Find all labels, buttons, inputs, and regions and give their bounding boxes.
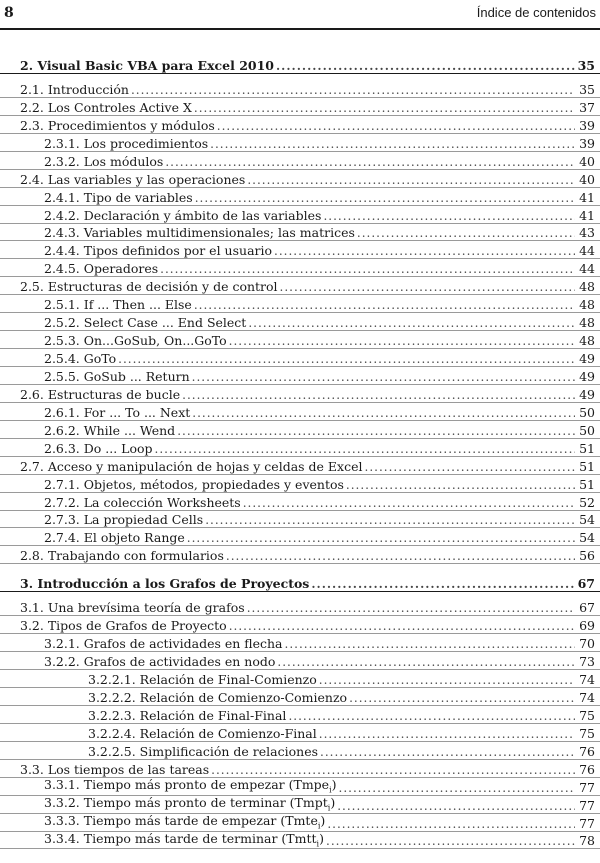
toc-entry-text: 3.2.2. Grafos de actividades en nodo <box>44 654 276 670</box>
dot-leader <box>247 173 575 187</box>
toc-entry-text: 2.4.4. Tipos definidos por el usuario <box>44 243 273 259</box>
dot-leader <box>182 388 575 402</box>
toc-entry[interactable] <box>0 778 600 796</box>
dot-leader <box>327 817 575 831</box>
toc-entry-label <box>44 654 275 669</box>
toc-entry[interactable] <box>0 98 600 116</box>
dot-leader <box>323 209 575 223</box>
dot-leader <box>229 619 575 633</box>
toc-entry-page: 73 <box>579 654 595 670</box>
toc-entry-text: 2.6.2. While ... Wend <box>44 422 176 438</box>
toc-entry-subscript: i <box>316 839 320 849</box>
toc-entry[interactable] <box>0 439 600 457</box>
toc-entry-text: 2.5.2. Select Case ... End Select <box>44 315 247 331</box>
toc-entry[interactable] <box>0 511 600 529</box>
toc-entry-text: 2.2. Los Controles Active X <box>20 99 192 115</box>
toc-entry-label <box>44 477 344 492</box>
toc-entry-label <box>44 813 325 831</box>
toc-entry-page: 67 <box>577 576 595 592</box>
toc-entry-page: 76 <box>579 761 595 777</box>
toc-chapter-heading[interactable] <box>0 54 600 74</box>
dot-leader <box>131 83 575 97</box>
toc-entry-label <box>44 208 321 223</box>
toc-entry-label <box>44 190 193 205</box>
toc-entry-text: 3.3.1. Tiempo más pronto de empezar (Tmpe <box>44 777 330 793</box>
toc-entry-page: 51 <box>579 458 595 474</box>
toc-entry[interactable] <box>0 652 600 670</box>
dot-leader <box>285 637 575 651</box>
toc-entry[interactable] <box>0 528 600 546</box>
toc-entry-page: 74 <box>579 672 595 687</box>
toc-entry-page: 77 <box>579 815 595 831</box>
dot-leader <box>247 601 575 615</box>
toc-entry-page: 76 <box>579 743 595 759</box>
toc-entry-label <box>20 100 192 115</box>
toc-entry-page: 54 <box>579 512 595 528</box>
toc-entry-text: 3.2.2.3. Relación de Final-Final <box>88 707 287 723</box>
toc-entry[interactable] <box>0 295 600 313</box>
toc-entry[interactable] <box>0 688 600 706</box>
toc-entry-text: 2.4.1. Tipo de variables <box>44 189 193 205</box>
toc-entry[interactable] <box>0 224 600 242</box>
toc-entry-label <box>44 261 158 276</box>
toc-entry-label <box>44 495 241 510</box>
dot-leader <box>192 370 575 384</box>
toc-entry-text: 3. Introducción a los Grafos de Proyectos <box>20 576 310 592</box>
toc-entry-label <box>44 333 227 348</box>
toc-entry-page: 41 <box>579 207 595 223</box>
toc-entry-text: 2.6.1. For ... To ... Next <box>44 404 191 420</box>
dot-leader <box>177 424 575 438</box>
toc-section <box>0 572 600 849</box>
toc-entry-subscript: i <box>317 821 321 831</box>
toc-entry[interactable] <box>0 796 600 814</box>
toc-entry-page: 50 <box>579 422 595 438</box>
toc-entry-suffix: ) <box>319 830 324 846</box>
toc-entry-text: 3.2.2.2. Relación de Comienzo-Comienzo <box>88 689 348 705</box>
toc-entry-text: 2.7. Acceso y manipulación de hojas y celdas de Excel <box>20 458 363 474</box>
toc-entry-page: 75 <box>579 707 595 723</box>
dot-leader <box>248 316 575 330</box>
toc-entry-text: 2.7.4. El objeto Range <box>44 530 185 546</box>
toc-entry-page: 77 <box>579 797 595 813</box>
toc-entry-label <box>44 777 337 795</box>
toc-entry-page: 77 <box>579 779 595 795</box>
dot-leader <box>349 691 575 705</box>
toc-entry-text: 2.7.1. Objetos, métodos, propiedades y eventos <box>44 476 344 492</box>
toc-entry-page: 49 <box>579 351 595 366</box>
toc-entry-label <box>20 82 129 97</box>
toc-entry-page: 54 <box>579 530 595 546</box>
toc-entry-text: 3.1. Una brevísima teoría de grafos <box>20 600 245 616</box>
toc-entry-page: 67 <box>579 600 595 616</box>
dot-leader <box>165 155 575 169</box>
toc-entry-text: 2.3.1. Los procedimientos <box>44 135 209 151</box>
dot-leader <box>194 298 575 312</box>
toc-entry[interactable] <box>0 152 600 170</box>
toc-entry-text: 2.5.1. If ... Then ... Else <box>44 297 192 313</box>
toc-entry[interactable] <box>0 331 600 349</box>
toc-entry[interactable] <box>0 134 600 152</box>
toc-entry-page: 52 <box>579 494 595 510</box>
toc-entry-text: 2.7.3. La propiedad Cells <box>44 512 204 528</box>
dot-leader <box>118 352 575 366</box>
toc-entry[interactable] <box>0 421 600 439</box>
toc-entry-page: 51 <box>579 440 595 456</box>
toc-entry[interactable] <box>0 760 600 778</box>
toc-entry-page: 70 <box>579 636 595 652</box>
toc-entry-page: 48 <box>579 315 595 331</box>
toc-entry-page: 48 <box>579 297 595 313</box>
toc-entry[interactable] <box>0 349 600 367</box>
toc-entry-text: 2. Visual Basic VBA para Excel 2010 <box>20 58 274 73</box>
toc-entry-label <box>44 795 335 813</box>
toc-entry-text: 2.5.5. GoSub ... Return <box>44 368 190 384</box>
toc-entry-page: 69 <box>579 618 595 634</box>
toc-entry-page: 44 <box>579 243 595 259</box>
toc-entry-text: 3.2.2.1. Relación de Final-Comienzo <box>88 672 317 687</box>
dot-leader <box>194 101 575 115</box>
toc-entry[interactable] <box>0 457 600 475</box>
toc-entry-text: 2.3. Procedimientos y módulos <box>20 117 215 133</box>
toc-entry-text: 2.6.3. Do ... Loop <box>44 440 153 456</box>
toc-entry-label <box>20 600 245 615</box>
toc-entry-label <box>44 405 190 420</box>
toc-entry[interactable] <box>0 616 600 634</box>
toc-entry[interactable] <box>0 832 600 850</box>
toc-entry[interactable] <box>0 706 600 724</box>
toc-entry-label <box>88 690 347 705</box>
toc-entry-label <box>44 441 153 456</box>
dot-leader <box>365 460 576 474</box>
toc-entry-page: 41 <box>579 189 595 205</box>
toc-entry-label <box>44 351 116 366</box>
toc-entry-label <box>88 708 286 723</box>
toc-entry-page: 43 <box>579 225 595 241</box>
toc-entry-page: 78 <box>579 833 595 849</box>
toc-entry[interactable] <box>0 116 600 134</box>
toc-entry-label <box>20 118 215 133</box>
toc-entry-page: 40 <box>579 171 595 187</box>
toc-entry-page: 40 <box>579 153 595 169</box>
toc-entry-text: 2.4.3. Variables multidimensionales; las matrices <box>44 225 355 241</box>
toc-entry-page: 50 <box>579 404 595 420</box>
dot-leader <box>155 442 575 456</box>
toc-entry-text: 2.4. Las variables y las operaciones <box>20 171 246 187</box>
toc-entry-label <box>20 58 274 73</box>
toc-entry-page: 49 <box>579 386 595 402</box>
toc-entry[interactable] <box>0 385 600 403</box>
toc-entry-label <box>44 831 324 849</box>
dot-leader <box>205 513 575 527</box>
toc-entry-text: 2.6. Estructuras de bucle <box>20 386 181 402</box>
toc-entry-suffix: ) <box>320 813 326 828</box>
dot-leader <box>326 834 575 848</box>
dot-leader <box>346 478 575 492</box>
toc-entry-label <box>20 762 209 777</box>
toc-entry-label <box>88 744 318 759</box>
toc-entry-label <box>20 459 363 474</box>
toc-entry-page: 74 <box>579 689 595 705</box>
toc-entry[interactable] <box>0 259 600 277</box>
toc-entry-label <box>20 548 224 563</box>
toc-entry-page: 51 <box>579 476 595 492</box>
dot-leader <box>320 745 575 759</box>
toc-entry-text: 2.7.2. La colección Worksheets <box>44 494 241 510</box>
page-number: 8 <box>4 5 14 21</box>
toc-entry-page: 56 <box>579 548 595 564</box>
toc-entry-text: 2.4.2. Declaración y ámbito de las variables <box>44 207 322 223</box>
toc-entry-text: 3.2.2.5. Simplificación de relaciones <box>88 743 319 759</box>
toc-entry[interactable] <box>0 80 600 98</box>
dot-leader <box>229 334 575 348</box>
dot-leader <box>357 226 575 240</box>
toc-entry-label <box>44 297 192 312</box>
toc-entry-text: 3.3. Los tiempos de las tareas <box>20 761 210 777</box>
toc-entry[interactable] <box>0 206 600 224</box>
toc-entry-label <box>44 369 190 384</box>
toc-entry-text: 3.2.2.4. Relación de Comienzo-Final <box>88 725 317 741</box>
dot-leader <box>160 262 575 276</box>
toc-entry-text: 2.5.4. GoTo <box>44 351 117 366</box>
dot-leader <box>274 244 575 258</box>
toc-entry[interactable] <box>0 367 600 385</box>
toc-entry[interactable] <box>0 188 600 206</box>
toc-section <box>0 54 600 564</box>
dot-leader <box>226 549 575 563</box>
toc-entry-text: 2.5. Estructuras de decisión y de control <box>20 279 278 295</box>
toc-entry-label <box>44 243 272 258</box>
toc-entry-text: 2.4.5. Operadores <box>44 261 159 277</box>
toc-entry-label <box>44 315 246 330</box>
toc-entry[interactable] <box>0 403 600 421</box>
toc-entry-page: 39 <box>579 117 595 133</box>
toc-entry-label <box>20 172 245 187</box>
toc-entry-page: 44 <box>579 261 595 277</box>
table-of-contents <box>0 54 600 857</box>
toc-entry-text: 2.1. Introducción <box>20 81 129 97</box>
toc-entry-page: 37 <box>579 99 595 115</box>
toc-entry[interactable] <box>0 313 600 331</box>
toc-entry-label <box>44 512 203 527</box>
toc-entry[interactable] <box>0 241 600 259</box>
toc-entry-label <box>44 154 163 169</box>
dot-leader <box>288 709 575 723</box>
toc-entry-label <box>20 576 309 591</box>
toc-entry[interactable] <box>0 670 600 688</box>
dot-leader <box>192 406 575 420</box>
toc-entry-label <box>20 618 227 633</box>
toc-entry-page: 39 <box>579 135 595 151</box>
toc-entry-label <box>44 136 208 151</box>
dot-leader <box>187 531 575 545</box>
toc-entry-subscript: i <box>327 803 331 813</box>
toc-entry-label <box>88 672 317 687</box>
toc-entry-page: 48 <box>579 279 595 295</box>
dot-leader <box>339 781 575 795</box>
dot-leader <box>280 280 575 294</box>
toc-entry-text: 3.2. Tipos de Grafos de Proyecto <box>20 618 227 634</box>
toc-entry[interactable] <box>0 814 600 832</box>
dot-leader <box>337 799 575 813</box>
toc-entry-page: 35 <box>577 58 595 73</box>
dot-leader <box>319 727 575 741</box>
toc-entry-label <box>20 387 180 402</box>
toc-entry-page: 49 <box>579 368 595 384</box>
dot-leader <box>319 673 575 687</box>
dot-leader <box>277 655 575 669</box>
toc-entry-suffix: ) <box>331 777 337 793</box>
toc-entry-label <box>44 530 185 545</box>
toc-entry-text: 3.3.3. Tiempo más tarde de empezar (Tmte <box>44 813 318 828</box>
dot-leader <box>217 119 575 133</box>
toc-entry[interactable] <box>0 742 600 760</box>
toc-entry[interactable] <box>0 546 600 564</box>
toc-entry[interactable] <box>0 634 600 652</box>
dot-leader <box>311 577 575 591</box>
dot-leader <box>243 496 575 510</box>
toc-entry-subscript: i <box>329 785 332 795</box>
toc-entry[interactable] <box>0 493 600 511</box>
toc-entry-label <box>44 225 355 240</box>
dot-leader <box>195 191 575 205</box>
dot-leader <box>210 137 575 151</box>
toc-entry-text: 3.3.2. Tiempo más pronto de terminar (Tmpt <box>44 795 328 811</box>
toc-entry-page: 75 <box>579 725 595 741</box>
toc-entry-page: 35 <box>579 81 595 97</box>
page-header <box>0 0 600 30</box>
toc-entry-text: 2.8. Trabajando con formularios <box>20 548 224 564</box>
toc-entry-text: 2.5.3. On...GoSub, On...GoTo <box>44 333 227 349</box>
toc-entry[interactable] <box>0 598 600 616</box>
toc-entry-label <box>20 279 278 294</box>
toc-entry-label <box>44 636 283 651</box>
toc-entry[interactable] <box>0 170 600 188</box>
toc-entry-suffix: ) <box>330 795 336 811</box>
toc-entry[interactable] <box>0 724 600 742</box>
dot-leader <box>276 59 575 73</box>
running-title: Índice de contenidos <box>476 5 596 20</box>
toc-entry-label <box>88 726 317 741</box>
toc-entry-text: 3.2.1. Grafos de actividades en flecha <box>44 636 283 652</box>
toc-entry-text: 2.3.2. Los módulos <box>44 153 164 169</box>
toc-entry-label <box>44 423 175 438</box>
toc-entry-text: 3.3.4. Tiempo más tarde de terminar (Tmtt <box>44 830 317 846</box>
toc-entry-page: 48 <box>579 333 595 349</box>
toc-chapter-heading[interactable] <box>0 572 600 592</box>
toc-entry[interactable] <box>0 475 600 493</box>
toc-entry[interactable] <box>0 277 600 295</box>
dot-leader <box>211 763 575 777</box>
